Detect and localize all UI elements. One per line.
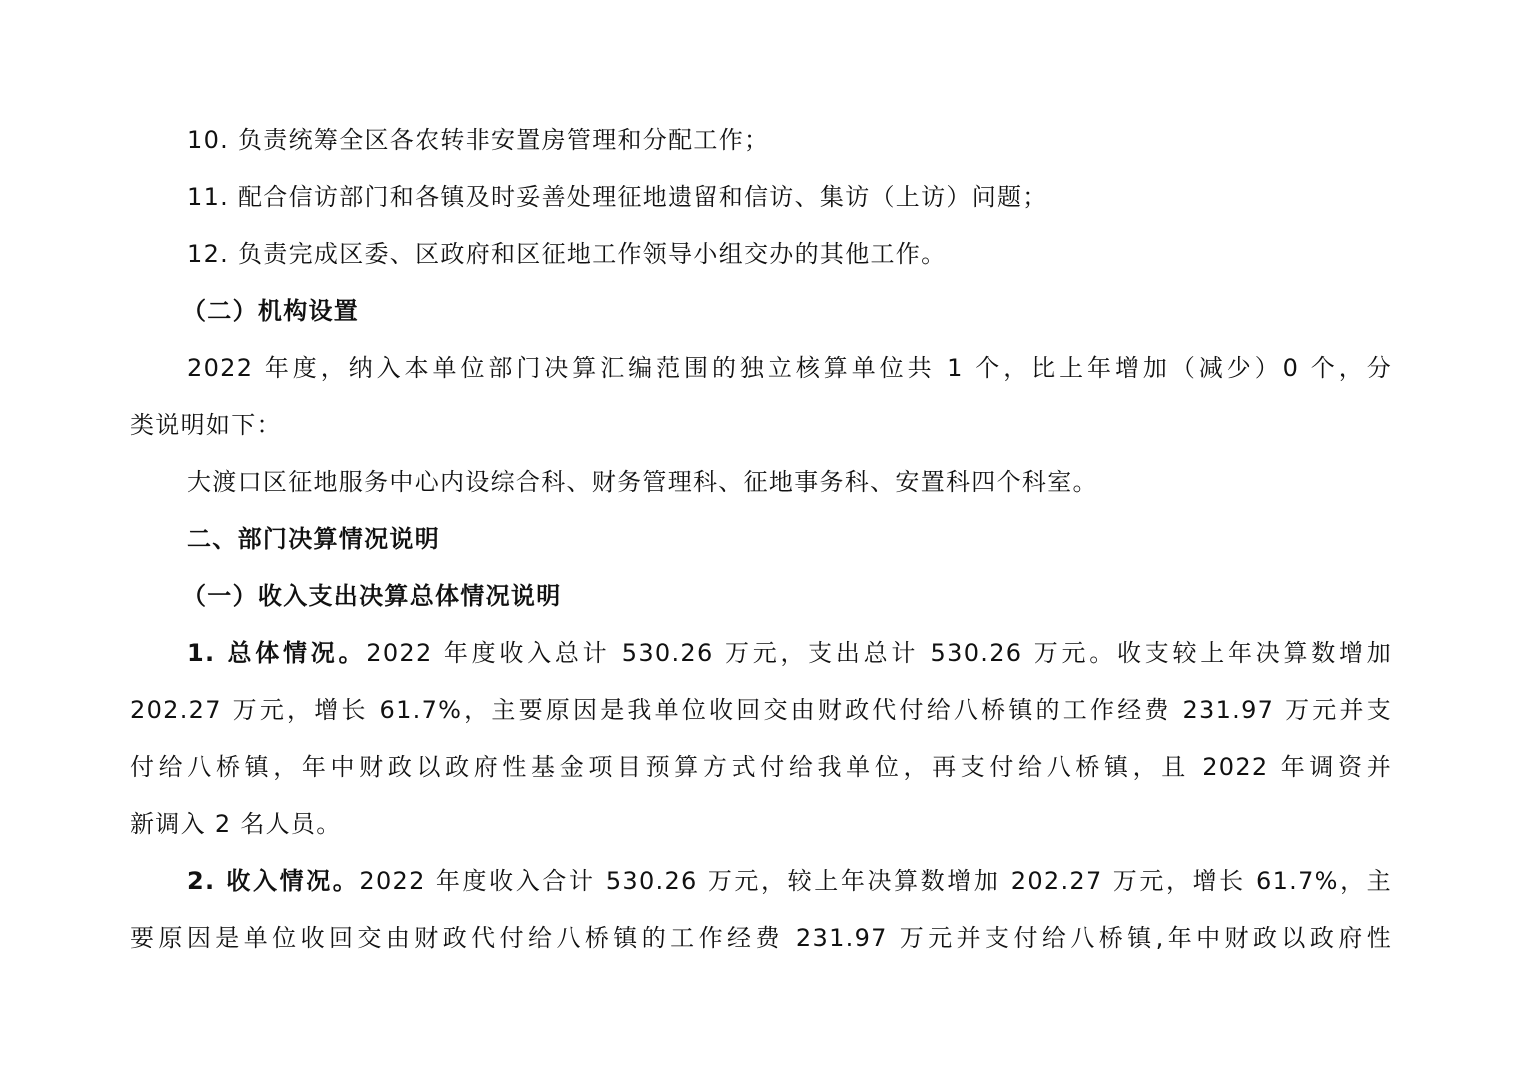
overall-paragraph-line-4: 新调入 2 名人员。 <box>130 810 342 838</box>
duty-item-10: 10. 负责统筹全区各农转非安置房管理和分配工作； <box>187 126 770 154</box>
overall-text-1: 2022 年度收入总计 530.26 万元，支出总计 530.26 万元。收支较上年决算数增加 <box>366 639 1392 667</box>
org-paragraph-line-2: 类说明如下： <box>130 411 282 439</box>
overall-paragraph-line-2: 202.27 万元，增长 61.7%，主要原因是我单位收回交由财政代付给八桥镇的工作经费 231.97 万元并支 <box>130 696 1392 724</box>
overall-paragraph-line-3: 付给八桥镇，年中财政以政府性基金项目预算方式付给我单位，再支付给八桥镇，且 2022 年调资并 <box>130 753 1392 781</box>
income-text-1: 2022 年度收入合计 530.26 万元，较上年决算数增加 202.27 万元，增长 61.7%，主 <box>359 867 1392 895</box>
overall-label: 1. 总体情况。 <box>187 639 367 667</box>
income-label: 2. 收入情况。 <box>187 867 360 895</box>
org-paragraph-line-1: 2022 年度，纳入本单位部门决算汇编范围的独立核算单位共 1 个，比上年增加（减少）0 个，分 <box>187 354 1392 382</box>
duty-item-12: 12. 负责完成区委、区政府和区征地工作领导小组交办的其他工作。 <box>187 240 947 268</box>
overall-paragraph-line-1 <box>130 625 1392 682</box>
section-heading-final-accounts: 二、部门决算情况说明 <box>187 525 440 553</box>
org-detail-paragraph: 大渡口区征地服务中心内设综合科、财务管理科、征地事务科、安置科四个科室。 <box>187 468 1098 496</box>
duty-item-11: 11. 配合信访部门和各镇及时妥善处理征地遗留和信访、集访（上访）问题； <box>187 183 1048 211</box>
income-paragraph-line-2: 要原因是单位收回交由财政代付给八桥镇的工作经费 231.97 万元并支付给八桥镇,年中财政以政府性 <box>130 924 1392 952</box>
income-paragraph-line-1 <box>130 853 1392 910</box>
document-body <box>130 112 1392 967</box>
subsection-heading-income-expense: （一）收入支出决算总体情况说明 <box>182 582 562 610</box>
section-heading-org-setup: （二）机构设置 <box>182 297 360 325</box>
